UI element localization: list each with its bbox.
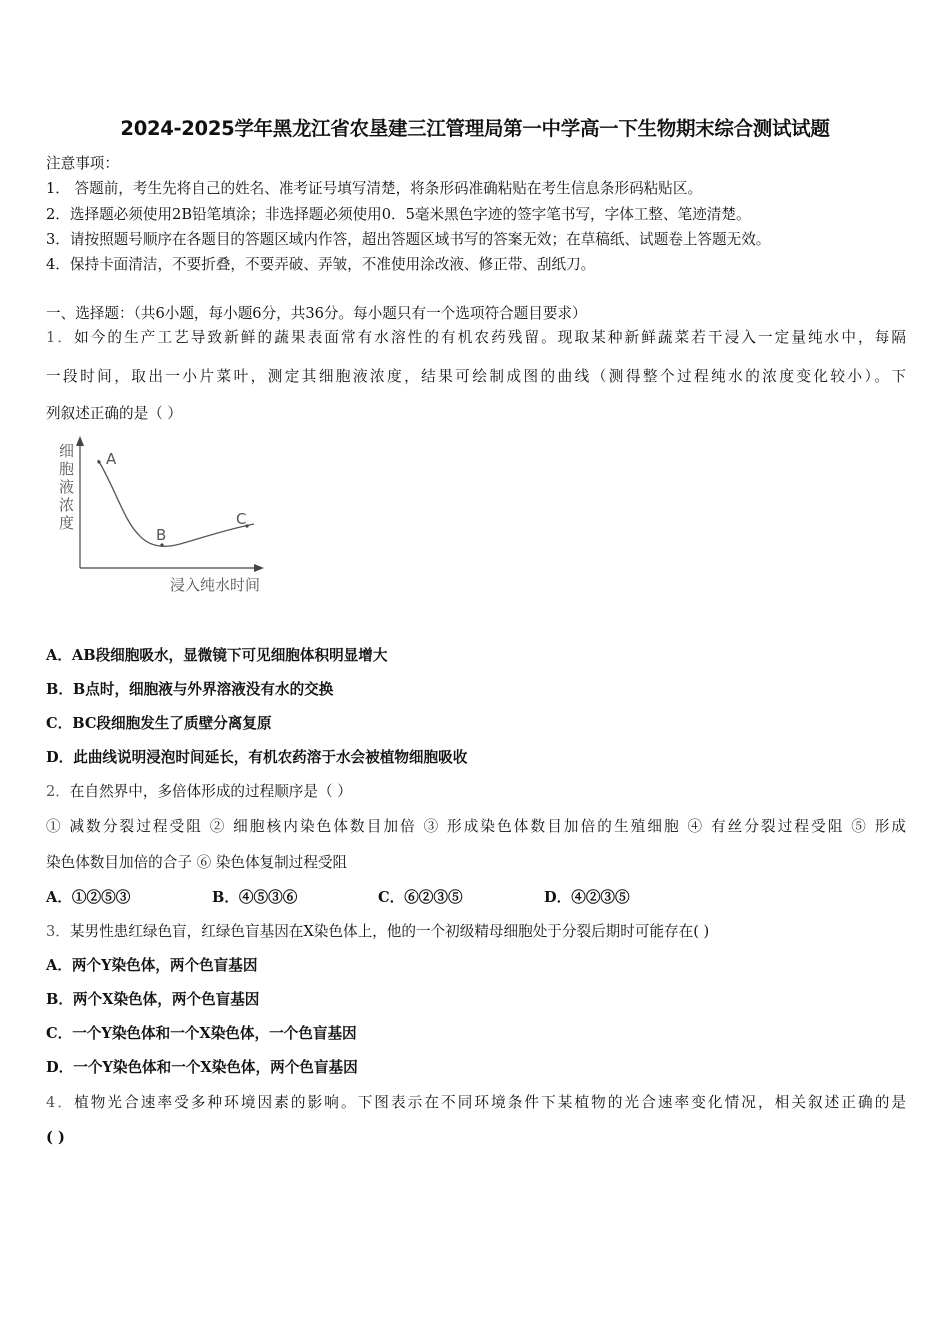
q2-option-b: B．④⑤③⑥ — [212, 889, 298, 906]
graph-y-label-char: 液 — [59, 478, 75, 496]
graph-y-label-char: 度 — [59, 514, 75, 532]
q1-option-d: D．此曲线说明浸泡时间延长，有机农药溶于水会被植物细胞吸收 — [46, 749, 468, 766]
q4-stem-line: 4．植物光合速率受多种环境因素的影响。下图表示在不同环境条件下某植物的光合速率变化情况，相关叙述正确的是 — [46, 1094, 906, 1111]
graph-label-a: A — [106, 450, 117, 468]
graph-y-label-char: 胞 — [59, 460, 75, 478]
q4-stem-line: ( ) — [46, 1129, 65, 1146]
q2-option-a: A．①②⑤③ — [46, 889, 131, 906]
q1-option-b: B．B点时，细胞液与外界溶液没有水的交换 — [46, 681, 334, 698]
q2-steps-line: 染色体数目加倍的合子 ⑥ 染色体复制过程受阻 — [46, 854, 348, 871]
q3-option-c: C．一个Y染色体和一个X染色体，一个色盲基因 — [46, 1025, 357, 1042]
q3-option-a: A．两个Y染色体，两个色盲基因 — [46, 957, 258, 974]
notice-item: 4．保持卡面清洁，不要折叠，不要弄破、弄皱，不准使用涂改液、修正带、刮纸刀。 — [46, 256, 596, 273]
q2-stem: 2．在自然界中，多倍体形成的过程顺序是（ ） — [46, 783, 352, 800]
graph-y-label-char: 细 — [59, 442, 75, 460]
graph-y-arrow — [76, 436, 84, 446]
q3-option-b: B．两个X染色体，两个色盲基因 — [46, 991, 260, 1008]
notice-item: 2．选择题必须使用2B铅笔填涂；非选择题必须使用0．5毫米黑色字迹的签字笔书写，字体工整、笔迹清楚。 — [46, 206, 751, 223]
graph-point-a — [97, 460, 100, 463]
q4-number: 4． — [46, 1094, 75, 1111]
q1-number: 1． — [46, 329, 75, 346]
q1-option-c: C．BC段细胞发生了质壁分离复原 — [46, 715, 272, 732]
q1-option-a: A．AB段细胞吸水，显微镜下可见细胞体积明显增大 — [46, 647, 388, 664]
q1-stem-line: 1．如今的生产工艺导致新鲜的蔬果表面常有水溶性的有机农药残留。现取某种新鲜蔬菜若干浸入一定量纯水中，每隔 — [46, 329, 906, 346]
graph-curve — [98, 460, 254, 546]
q1-concentration-graph — [52, 434, 282, 604]
q1-stem-line: 一段时间，取出一小片菜叶，测定其细胞液浓度，结果可绘制成图的曲线（测得整个过程纯水的浓度变化较小）。下 — [46, 368, 906, 385]
q3-stem: 3．某男性患红绿色盲，红绿色盲基因在X染色体上，他的一个初级精母细胞处于分裂后期时可能存在( ) — [46, 923, 710, 940]
graph-y-label-char: 浓 — [59, 496, 75, 514]
graph-x-arrow — [254, 564, 264, 572]
q2-options — [46, 886, 710, 907]
section-heading: 一、选择题：（共6小题，每小题6分，共36分。每小题只有一个选项符合题目要求） — [46, 305, 587, 322]
page-title: 2024-2025学年黑龙江省农垦建三江管理局第一中学高一下生物期末综合测试试题 — [120, 117, 830, 140]
q3-option-d: D．一个Y染色体和一个X染色体，两个色盲基因 — [46, 1059, 358, 1076]
q2-option-d: D．④②③⑤ — [544, 889, 630, 906]
q2-option-c: C．⑥②③⑤ — [378, 889, 463, 906]
q2-steps-line: ① 减数分裂过程受阻 ② 细胞核内染色体数目加倍 ③ 形成染色体数目加倍的生殖细胞 ④ 有丝分裂过程受阻 ⑤ 形成 — [46, 818, 906, 835]
notice-item: 1． 答题前，考生先将自己的姓名、准考证号填写清楚，将条形码准确粘贴在考生信息条形码粘贴区。 — [46, 180, 703, 197]
q2-number: 2． — [46, 783, 70, 800]
graph-label-b: B — [156, 526, 167, 544]
q3-number: 3． — [46, 923, 70, 940]
q1-stem-line: 列叙述正确的是（ ） — [46, 405, 182, 422]
graph-label-c: C — [236, 510, 247, 528]
graph-x-label: 浸入纯水时间 — [170, 576, 261, 594]
notice-heading: 注意事项： — [46, 155, 119, 172]
notice-item: 3．请按照题号顺序在各题目的答题区域内作答，超出答题区域书写的答案无效；在草稿纸、试题卷上答题无效。 — [46, 231, 771, 248]
